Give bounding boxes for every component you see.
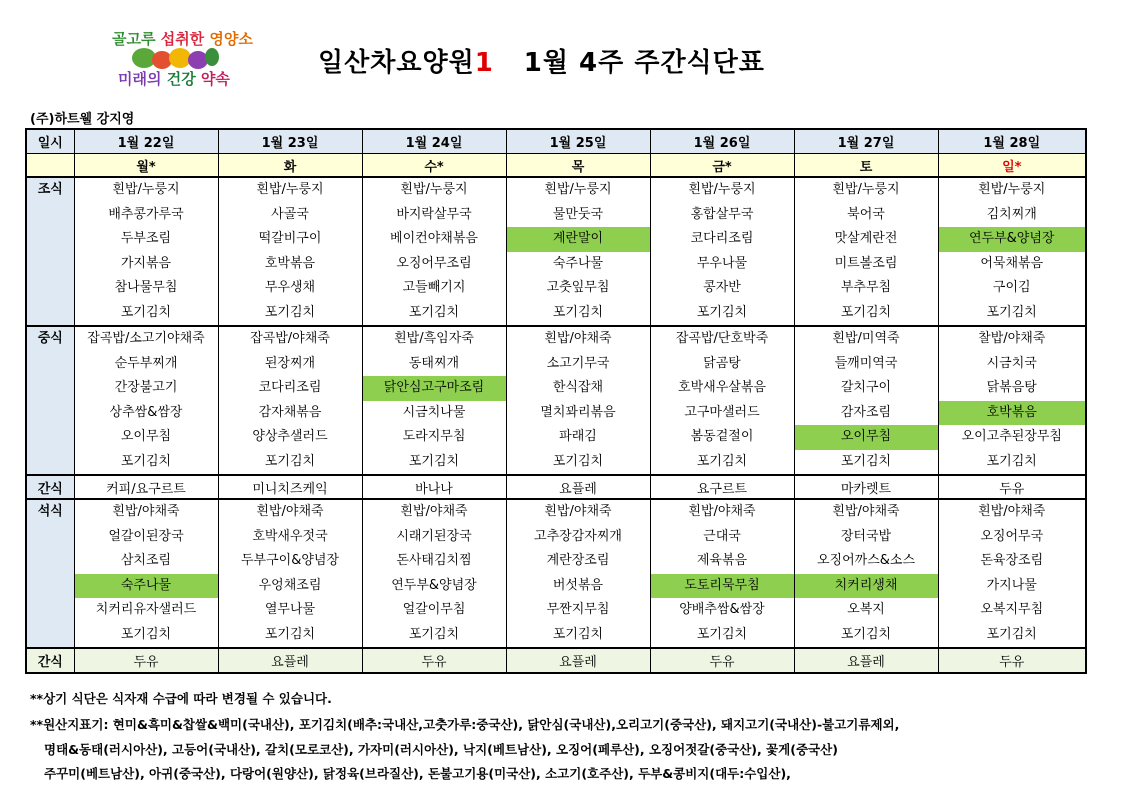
menu-item: 포기김치 [264, 304, 316, 320]
logo-text-3: 영양소 [204, 30, 253, 48]
menu-item: 흰밥/흑임자죽 [394, 331, 474, 346]
breakfast-cell [362, 177, 506, 326]
menu-item: 계란장조림 [546, 553, 610, 568]
logo-text-1: 골고루 [112, 30, 156, 48]
breakfast-cell [650, 177, 794, 326]
date-header: 1월 22일 [74, 129, 218, 154]
menu-item: 얼갈이된장국 [108, 528, 184, 544]
menu-item: 열무나물 [264, 602, 316, 617]
menu-item: 포기김치 [986, 304, 1037, 320]
menu-item: 호박볶음 [264, 255, 316, 271]
menu-item: 포기김치 [840, 304, 892, 320]
menu-item: 고구마샐러드 [684, 404, 760, 420]
menu-item: 양상추샐러드 [252, 429, 328, 444]
origin-note-3: 주꾸미(베트남산), 아귀(중국산), 다랑어(원양산), 닭정육(브라질산), 돈불고기용(미국산), 소고기(호주산), 두부&콩비지(대두:수입산), [44, 766, 791, 781]
menu-item: 돈사태김치찜 [396, 553, 472, 568]
snack-item: 커피/요구르트 [74, 475, 218, 499]
date-header: 1월 24일 [362, 129, 506, 154]
menu-item: 고춧잎무침 [546, 280, 610, 295]
menu-item: 포기김치 [552, 453, 604, 469]
menu-item: 소고기무국 [546, 355, 610, 371]
dinner-cell [938, 499, 1086, 648]
menu-item: 호박새우살볶음 [678, 380, 766, 395]
day-row-label [26, 154, 74, 178]
menu-item: 가지나물 [986, 577, 1037, 593]
lunch-cell [74, 326, 218, 475]
lunch-row [26, 326, 1086, 475]
menu-item: 포기김치 [408, 453, 460, 469]
day-header: 토 [794, 154, 938, 178]
facility-name: 일산차요양원 [318, 48, 475, 78]
logo [108, 24, 253, 96]
menu-item: 흰밥/누룽지 [544, 182, 612, 197]
menu-item: 무우생채 [264, 280, 316, 295]
snack-item: 요플레 [506, 475, 650, 499]
menu-item: 근대국 [703, 528, 741, 544]
menu-item: 흰밥/누룽지 [112, 182, 180, 197]
menu-item: 두부구이&양념장 [240, 553, 340, 568]
menu-item: 오이무침 [795, 425, 938, 450]
menu-item: 베이컨야채볶음 [390, 231, 478, 246]
dinner-cell [506, 499, 650, 648]
menu-item: 가지볶음 [120, 255, 172, 271]
menu-item: 멸치꽈리볶음 [540, 404, 616, 420]
menu-item: 포기김치 [840, 453, 892, 469]
menu-item: 치커리생채 [795, 574, 938, 599]
snack-item: 두유 [74, 648, 218, 673]
breakfast-label: 조식 [26, 177, 74, 326]
menu-item: 돈육장조림 [980, 553, 1044, 568]
menu-item: 포기김치 [120, 453, 172, 469]
menu-item: 호박새우젓국 [252, 528, 328, 544]
snack-item: 두유 [650, 648, 794, 673]
dinner-label: 석식 [26, 499, 74, 648]
menu-item: 삼치조림 [120, 553, 172, 568]
menu-item: 오복지무침 [980, 602, 1044, 617]
day-header: 수* [362, 154, 506, 178]
menu-item: 갈치구이 [840, 380, 892, 395]
menu-item: 홍합살무국 [690, 206, 754, 222]
menu-item: 포기김치 [552, 304, 604, 320]
menu-item: 상추쌈&쌈장 [109, 404, 183, 420]
snack-item: 미니치즈케익 [218, 475, 362, 499]
menu-item: 오이고추된장무침 [961, 429, 1062, 444]
breakfast-cell [74, 177, 218, 326]
menu-item: 양배추쌈&쌈장 [679, 602, 765, 617]
menu-item: 파래김 [559, 429, 597, 444]
menu-item: 물만둣국 [552, 206, 604, 222]
menu-item: 무짠지무침 [546, 602, 610, 617]
menu-item: 흰밥/누룽지 [832, 182, 900, 197]
menu-item: 찰밥/야채죽 [978, 331, 1046, 346]
menu-item: 흰밥/야채죽 [688, 504, 756, 519]
menu-item: 고추장감자찌개 [534, 528, 622, 544]
menu-item: 포기김치 [120, 304, 172, 320]
lunch-cell [506, 326, 650, 475]
snack-item: 두유 [362, 648, 506, 673]
day-header: 일* [938, 154, 1086, 178]
snack-item: 요플레 [506, 648, 650, 673]
date-header: 1월 27일 [794, 129, 938, 154]
day-header: 월* [74, 154, 218, 178]
snack-item: 요플레 [794, 648, 938, 673]
menu-item: 잡곡밥/소고기야채죽 [87, 331, 205, 346]
lunch-cell [794, 326, 938, 475]
menu-item: 구이김 [992, 280, 1031, 295]
menu-item: 닭볶음탕 [986, 380, 1037, 395]
menu-item: 시금치나물 [402, 404, 466, 420]
menu-item: 두부조림 [120, 231, 172, 246]
menu-item: 포기김치 [264, 453, 316, 469]
menu-item: 닭곰탕 [703, 355, 741, 371]
menu-item: 흰밥/야채죽 [978, 504, 1046, 519]
menu-item: 잡곡밥/단호박죽 [675, 331, 769, 346]
menu-item: 동태찌개 [408, 355, 460, 371]
menu-item: 포기김치 [408, 304, 460, 320]
menu-item: 한식잡채 [552, 380, 604, 395]
day-header: 금* [650, 154, 794, 178]
menu-item: 사골국 [271, 206, 309, 222]
breakfast-row [26, 177, 1086, 326]
menu-item: 바지락살무국 [396, 206, 472, 222]
date-header: 1월 25일 [506, 129, 650, 154]
day-header: 화 [218, 154, 362, 178]
lunch-cell [938, 326, 1086, 475]
menu-item: 계란말이 [507, 227, 650, 252]
date-header: 1월 28일 [938, 129, 1086, 154]
menu-item: 포기김치 [408, 626, 460, 642]
snack1-row [26, 475, 1086, 499]
menu-item: 들깨미역국 [834, 355, 898, 371]
logo-text-4: 미래의 [118, 70, 162, 88]
menu-item: 김치찌개 [986, 206, 1037, 222]
menu-item: 흰밥/야채죽 [544, 331, 612, 346]
dinner-cell [650, 499, 794, 648]
menu-item: 포기김치 [120, 626, 172, 642]
menu-item: 포기김치 [840, 626, 892, 642]
dinner-row [26, 499, 1086, 648]
origin-note-1: **원산지표기: 현미&흑미&찹쌀&백미(국내산), 포기김치(배추:국내산,고춧가루:중국산), 닭안심(국내산),오리고기(중국산), 돼지고기(국내산)-불고기류제외, [30, 717, 900, 732]
company-name: (주)하트웰 강지영 [30, 112, 135, 127]
notice-change: **상기 식단은 식자재 수급에 따라 변경될 수 있습니다. [30, 691, 332, 706]
corner-label: 일시 [26, 129, 74, 154]
day-header: 목 [506, 154, 650, 178]
breakfast-cell [794, 177, 938, 326]
menu-item: 무우나물 [696, 255, 748, 271]
menu-item: 흰밥/누룽지 [400, 182, 468, 197]
menu-item: 흰밥/야채죽 [400, 504, 468, 519]
menu-item: 얼갈이무침 [402, 602, 466, 617]
menu-item: 우엉채조림 [258, 577, 322, 593]
menu-item: 잡곡밥/야채죽 [250, 331, 330, 346]
dinner-cell [362, 499, 506, 648]
date-header: 1월 23일 [218, 129, 362, 154]
menu-item: 참나물무침 [114, 280, 178, 295]
week-label: 1월 4주 [523, 48, 625, 78]
menu-item: 포기김치 [986, 453, 1037, 469]
snack-item: 두유 [938, 648, 1086, 673]
menu-item: 닭안심고구마조림 [363, 376, 506, 401]
date-header: 1월 26일 [650, 129, 794, 154]
menu-item: 흰밥/야채죽 [832, 504, 900, 519]
menu-item: 오이무침 [120, 429, 172, 444]
menu-item: 치커리유자샐러드 [95, 602, 197, 617]
lunch-cell [218, 326, 362, 475]
menu-item: 미트볼조림 [834, 255, 898, 271]
menu-item: 흰밥/야채죽 [544, 504, 612, 519]
snack-item: 요플레 [218, 648, 362, 673]
dinner-cell [794, 499, 938, 648]
menu-item: 포기김치 [264, 626, 316, 642]
menu-item: 흰밥/누룽지 [688, 182, 756, 197]
menu-item: 간장불고기 [114, 380, 178, 395]
menu-item: 오복지 [847, 602, 885, 617]
menu-item: 고들빼기지 [402, 280, 466, 295]
breakfast-cell [218, 177, 362, 326]
menu-item: 맛살계란전 [834, 231, 898, 246]
lunch-label: 중식 [26, 326, 74, 475]
snack1-label: 간식 [26, 475, 74, 499]
breakfast-cell [506, 177, 650, 326]
menu-item: 시래기된장국 [396, 528, 472, 544]
menu-item: 콩자반 [703, 280, 741, 295]
logo-text-2: 섭취한 [155, 30, 205, 48]
menu-item: 떡갈비구이 [258, 231, 322, 246]
menu-item: 부추무침 [840, 280, 892, 295]
facility-number: 1 [474, 48, 494, 78]
menu-item: 숙주나물 [75, 574, 218, 599]
menu-item: 도토리묵무침 [651, 574, 794, 599]
origin-note-2: 명태&동태(러시아산), 고등어(국내산), 갈치(모로코산), 가자미(러시아산), 낙지(베트남산), 오징어(페루산), 오징어젓갈(중국산), 꽃게(중국산) [44, 742, 838, 757]
menu-item: 봄동겉절이 [690, 429, 754, 444]
menu-item: 오징어무조림 [396, 255, 472, 271]
menu-item: 오징어무국 [980, 528, 1044, 544]
lunch-cell [650, 326, 794, 475]
menu-item: 시금치국 [986, 355, 1037, 371]
logo-text-5: 건강 [161, 70, 196, 88]
lunch-cell [362, 326, 506, 475]
dinner-cell [218, 499, 362, 648]
breakfast-cell [938, 177, 1086, 326]
weekly-menu-table [25, 128, 1087, 674]
menu-item: 어묵채볶음 [980, 255, 1044, 271]
menu-item: 포기김치 [696, 304, 748, 320]
menu-item: 오징어까스&소스 [816, 553, 916, 568]
menu-item: 흰밥/야채죽 [256, 504, 324, 519]
menu-item: 흰밥/누룽지 [978, 182, 1046, 197]
menu-item: 감자조림 [840, 404, 892, 420]
menu-item: 장터국밥 [840, 528, 892, 544]
dinner-cell [74, 499, 218, 648]
menu-item: 포기김치 [696, 626, 748, 642]
menu-item: 코다리조림 [258, 380, 322, 395]
menu-item: 순두부찌개 [114, 355, 178, 371]
menu-item: 배추콩가루국 [108, 206, 184, 222]
menu-item: 호박볶음 [939, 401, 1086, 426]
menu-item: 버섯볶음 [552, 577, 604, 593]
menu-item: 흰밥/야채죽 [112, 504, 180, 519]
menu-item: 도라지무침 [402, 429, 466, 444]
snack2-row [26, 648, 1086, 673]
day-row [26, 154, 1086, 178]
snack2-label: 간식 [26, 648, 74, 673]
menu-item: 된장찌개 [264, 355, 316, 371]
menu-item: 제육볶음 [696, 553, 748, 568]
menu-item: 포기김치 [552, 626, 604, 642]
menu-item: 흰밥/미역죽 [832, 331, 900, 346]
snack-item: 요구르트 [650, 475, 794, 499]
menu-item: 코다리조림 [690, 231, 754, 246]
menu-item: 포기김치 [986, 626, 1037, 642]
menu-item: 포기김치 [696, 453, 748, 469]
menu-item: 감자채볶음 [258, 404, 322, 420]
menu-item: 연두부&양념장 [939, 227, 1086, 252]
doc-title: 주간식단표 [634, 48, 765, 78]
date-row [26, 129, 1086, 154]
menu-item: 북어국 [847, 206, 885, 222]
menu-item: 흰밥/누룽지 [256, 182, 324, 197]
menu-item: 숙주나물 [552, 255, 604, 271]
snack-item: 두유 [938, 475, 1086, 499]
menu-item: 연두부&양념장 [391, 577, 477, 593]
logo-text-6: 약속 [195, 70, 230, 88]
snack-item: 마카렛트 [794, 475, 938, 499]
snack-item: 바나나 [362, 475, 506, 499]
page-title [318, 42, 765, 79]
